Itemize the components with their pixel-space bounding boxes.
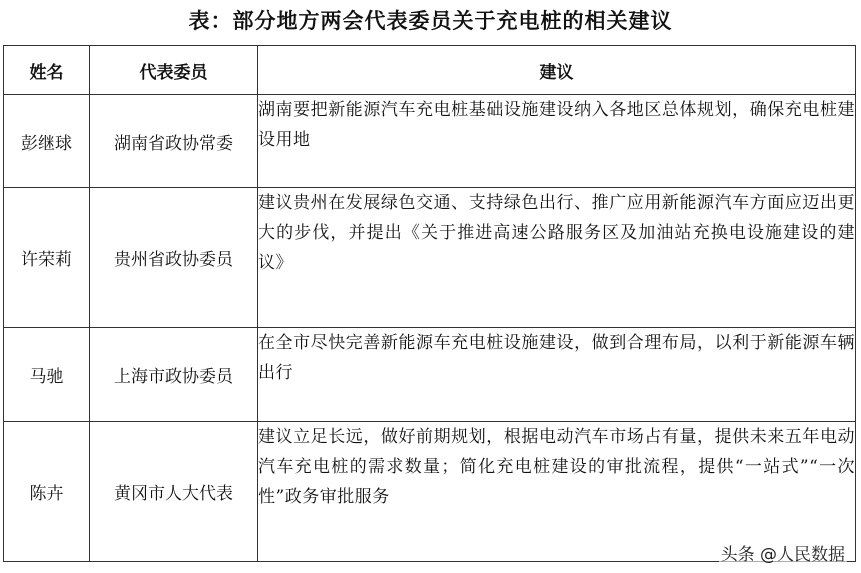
cell-suggestion: 建议立足长远，做好前期规划，根据电动汽车市场占有量，提供未来五年电动汽车充电桩的需求数量；简化充电桩建设的审批流程，提供“一站式”“一次性”政务审批服务 (258, 422, 856, 562)
cell-name: 彭继球 (4, 95, 90, 188)
cell-representative: 湖南省政协常委 (90, 95, 258, 188)
table-row (4, 328, 856, 422)
header-representative: 代表委员 (90, 46, 258, 95)
source-watermark: 头条 @人民数据 (719, 540, 847, 565)
table-header-row (4, 46, 856, 95)
header-suggestion: 建议 (258, 46, 856, 95)
cell-name: 陈卉 (4, 422, 90, 562)
cell-suggestion: 建议贵州在发展绿色交通、支持绿色出行、推广应用新能源汽车方面应迈出更大的步伐，并提出《关于推进高速公路服务区及加油站充换电设施建设的建议》 (258, 188, 856, 328)
table-row (4, 188, 856, 328)
suggestions-table (3, 45, 856, 562)
table-row (4, 95, 856, 188)
cell-suggestion: 在全市尽快完善新能源车充电桩设施建设，做到合理布局，以利于新能源车辆出行 (258, 328, 856, 422)
cell-representative: 上海市政协委员 (90, 328, 258, 422)
cell-name: 马驰 (4, 328, 90, 422)
cell-representative: 贵州省政协委员 (90, 188, 258, 328)
cell-suggestion: 湖南要把新能源汽车充电桩基础设施建设纳入各地区总体规划，确保充电桩建设用地 (258, 95, 856, 188)
cell-representative: 黄冈市人大代表 (90, 422, 258, 562)
table-title: 表：部分地方两会代表委员关于充电桩的相关建议 (188, 9, 673, 33)
header-name: 姓名 (4, 46, 90, 95)
cell-name: 许荣莉 (4, 188, 90, 328)
